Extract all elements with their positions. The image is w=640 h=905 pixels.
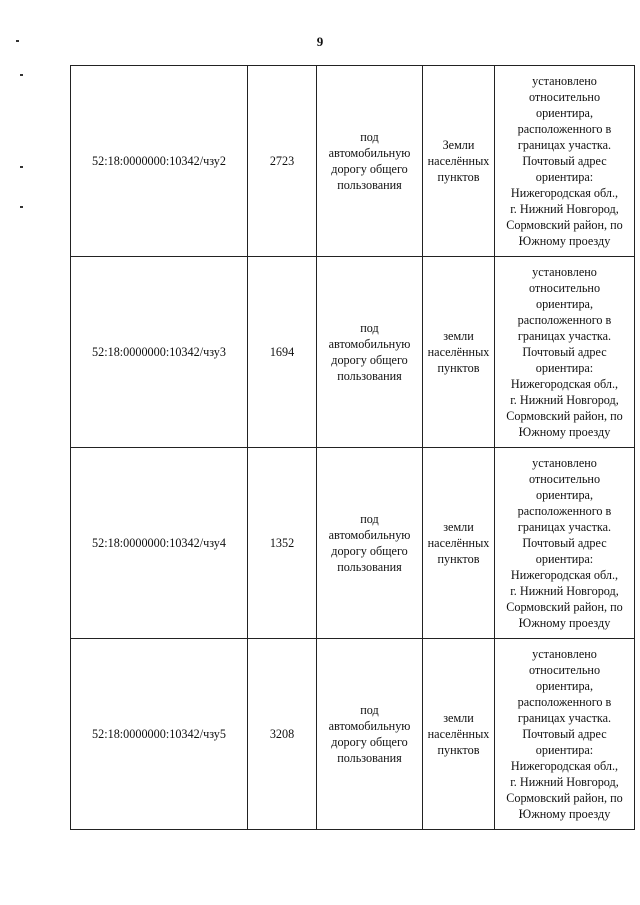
address-cell xyxy=(495,639,635,830)
address-line: г. Нижний Новгород, xyxy=(510,584,619,598)
cadastral-number-cell: 52:18:0000000:10342/чзу5 xyxy=(71,639,248,830)
address-line: ориентира: xyxy=(535,361,594,375)
address-line: расположенного в xyxy=(517,504,612,518)
parcels-table xyxy=(70,65,635,830)
address-line: расположенного в xyxy=(517,313,612,327)
land-category-line: населённых xyxy=(427,536,490,550)
land-category-line: Земли xyxy=(442,138,475,152)
address-line: Южному проезду xyxy=(518,807,611,821)
land-category-cell xyxy=(423,639,495,830)
scan-mark xyxy=(20,74,23,76)
address-line: границах участка. xyxy=(517,520,612,534)
land-category-cell xyxy=(423,448,495,639)
land-category-line: населённых xyxy=(427,154,490,168)
address-line: ориентира: xyxy=(535,170,594,184)
address-line: установлено xyxy=(532,74,597,88)
address-line: расположенного в xyxy=(517,122,612,136)
land-category-line: пунктов xyxy=(437,361,480,375)
cadastral-number-cell: 52:18:0000000:10342/чзу4 xyxy=(71,448,248,639)
address-line: Нижегородская обл., xyxy=(510,759,619,773)
purpose-cell: под автомобильную дорогу общего пользования xyxy=(317,639,423,830)
area-cell: 1694 xyxy=(248,257,317,448)
address-line: ориентира, xyxy=(535,488,594,502)
address-line: Южному проезду xyxy=(518,234,611,248)
area-cell: 1352 xyxy=(248,448,317,639)
land-category-line: пунктов xyxy=(437,743,480,757)
address-line: границах участка. xyxy=(517,138,612,152)
land-category-cell xyxy=(423,66,495,257)
address-cell xyxy=(495,66,635,257)
address-line: границах участка. xyxy=(517,711,612,725)
address-line: ориентира, xyxy=(535,679,594,693)
land-category-line: населённых xyxy=(427,345,490,359)
table-row xyxy=(71,639,635,830)
land-category-line: земли xyxy=(443,711,474,725)
cadastral-number-cell: 52:18:0000000:10342/чзу2 xyxy=(71,66,248,257)
land-category-line: земли xyxy=(443,329,474,343)
address-line: г. Нижний Новгород, xyxy=(510,202,619,216)
address-line: Сормовский район, по xyxy=(506,409,623,423)
purpose-cell: под автомобильную дорогу общего пользования xyxy=(317,448,423,639)
address-line: Сормовский район, по xyxy=(506,218,623,232)
land-category-line: пунктов xyxy=(437,170,480,184)
land-category-line: земли xyxy=(443,520,474,534)
land-category-line: пунктов xyxy=(437,552,480,566)
address-line: относительно xyxy=(528,472,601,486)
address-line: Сормовский район, по xyxy=(506,600,623,614)
address-cell xyxy=(495,257,635,448)
scan-mark xyxy=(16,40,19,42)
purpose-cell: под автомобильную дорогу общего пользования xyxy=(317,257,423,448)
address-line: относительно xyxy=(528,663,601,677)
address-line: границах участка. xyxy=(517,329,612,343)
table-row xyxy=(71,448,635,639)
scan-mark xyxy=(20,206,23,208)
address-line: ориентира, xyxy=(535,297,594,311)
address-line: расположенного в xyxy=(517,695,612,709)
address-line: относительно xyxy=(528,281,601,295)
scan-mark xyxy=(20,166,23,168)
area-cell: 3208 xyxy=(248,639,317,830)
land-category-line: населённых xyxy=(427,727,490,741)
table-row xyxy=(71,66,635,257)
area-cell: 2723 xyxy=(248,66,317,257)
address-line: Почтовый адрес xyxy=(522,727,607,741)
address-line: Сормовский район, по xyxy=(506,791,623,805)
address-line: Почтовый адрес xyxy=(522,154,607,168)
address-line: Почтовый адрес xyxy=(522,536,607,550)
address-line: ориентира, xyxy=(535,106,594,120)
address-line: установлено xyxy=(532,456,597,470)
table-row xyxy=(71,257,635,448)
address-line: Нижегородская обл., xyxy=(510,377,619,391)
address-line: установлено xyxy=(532,647,597,661)
purpose-cell: под автомобильную дорогу общего пользования xyxy=(317,66,423,257)
land-category-cell xyxy=(423,257,495,448)
page-number: 9 xyxy=(316,34,324,49)
address-line: ориентира: xyxy=(535,743,594,757)
address-line: установлено xyxy=(532,265,597,279)
address-line: Нижегородская обл., xyxy=(510,186,619,200)
address-line: ориентира: xyxy=(535,552,594,566)
cadastral-number-cell: 52:18:0000000:10342/чзу3 xyxy=(71,257,248,448)
address-line: Южному проезду xyxy=(518,616,611,630)
address-cell xyxy=(495,448,635,639)
address-line: относительно xyxy=(528,90,601,104)
address-line: Почтовый адрес xyxy=(522,345,607,359)
address-line: г. Нижний Новгород, xyxy=(510,393,619,407)
address-line: Южному проезду xyxy=(518,425,611,439)
address-line: Нижегородская обл., xyxy=(510,568,619,582)
address-line: г. Нижний Новгород, xyxy=(510,775,619,789)
